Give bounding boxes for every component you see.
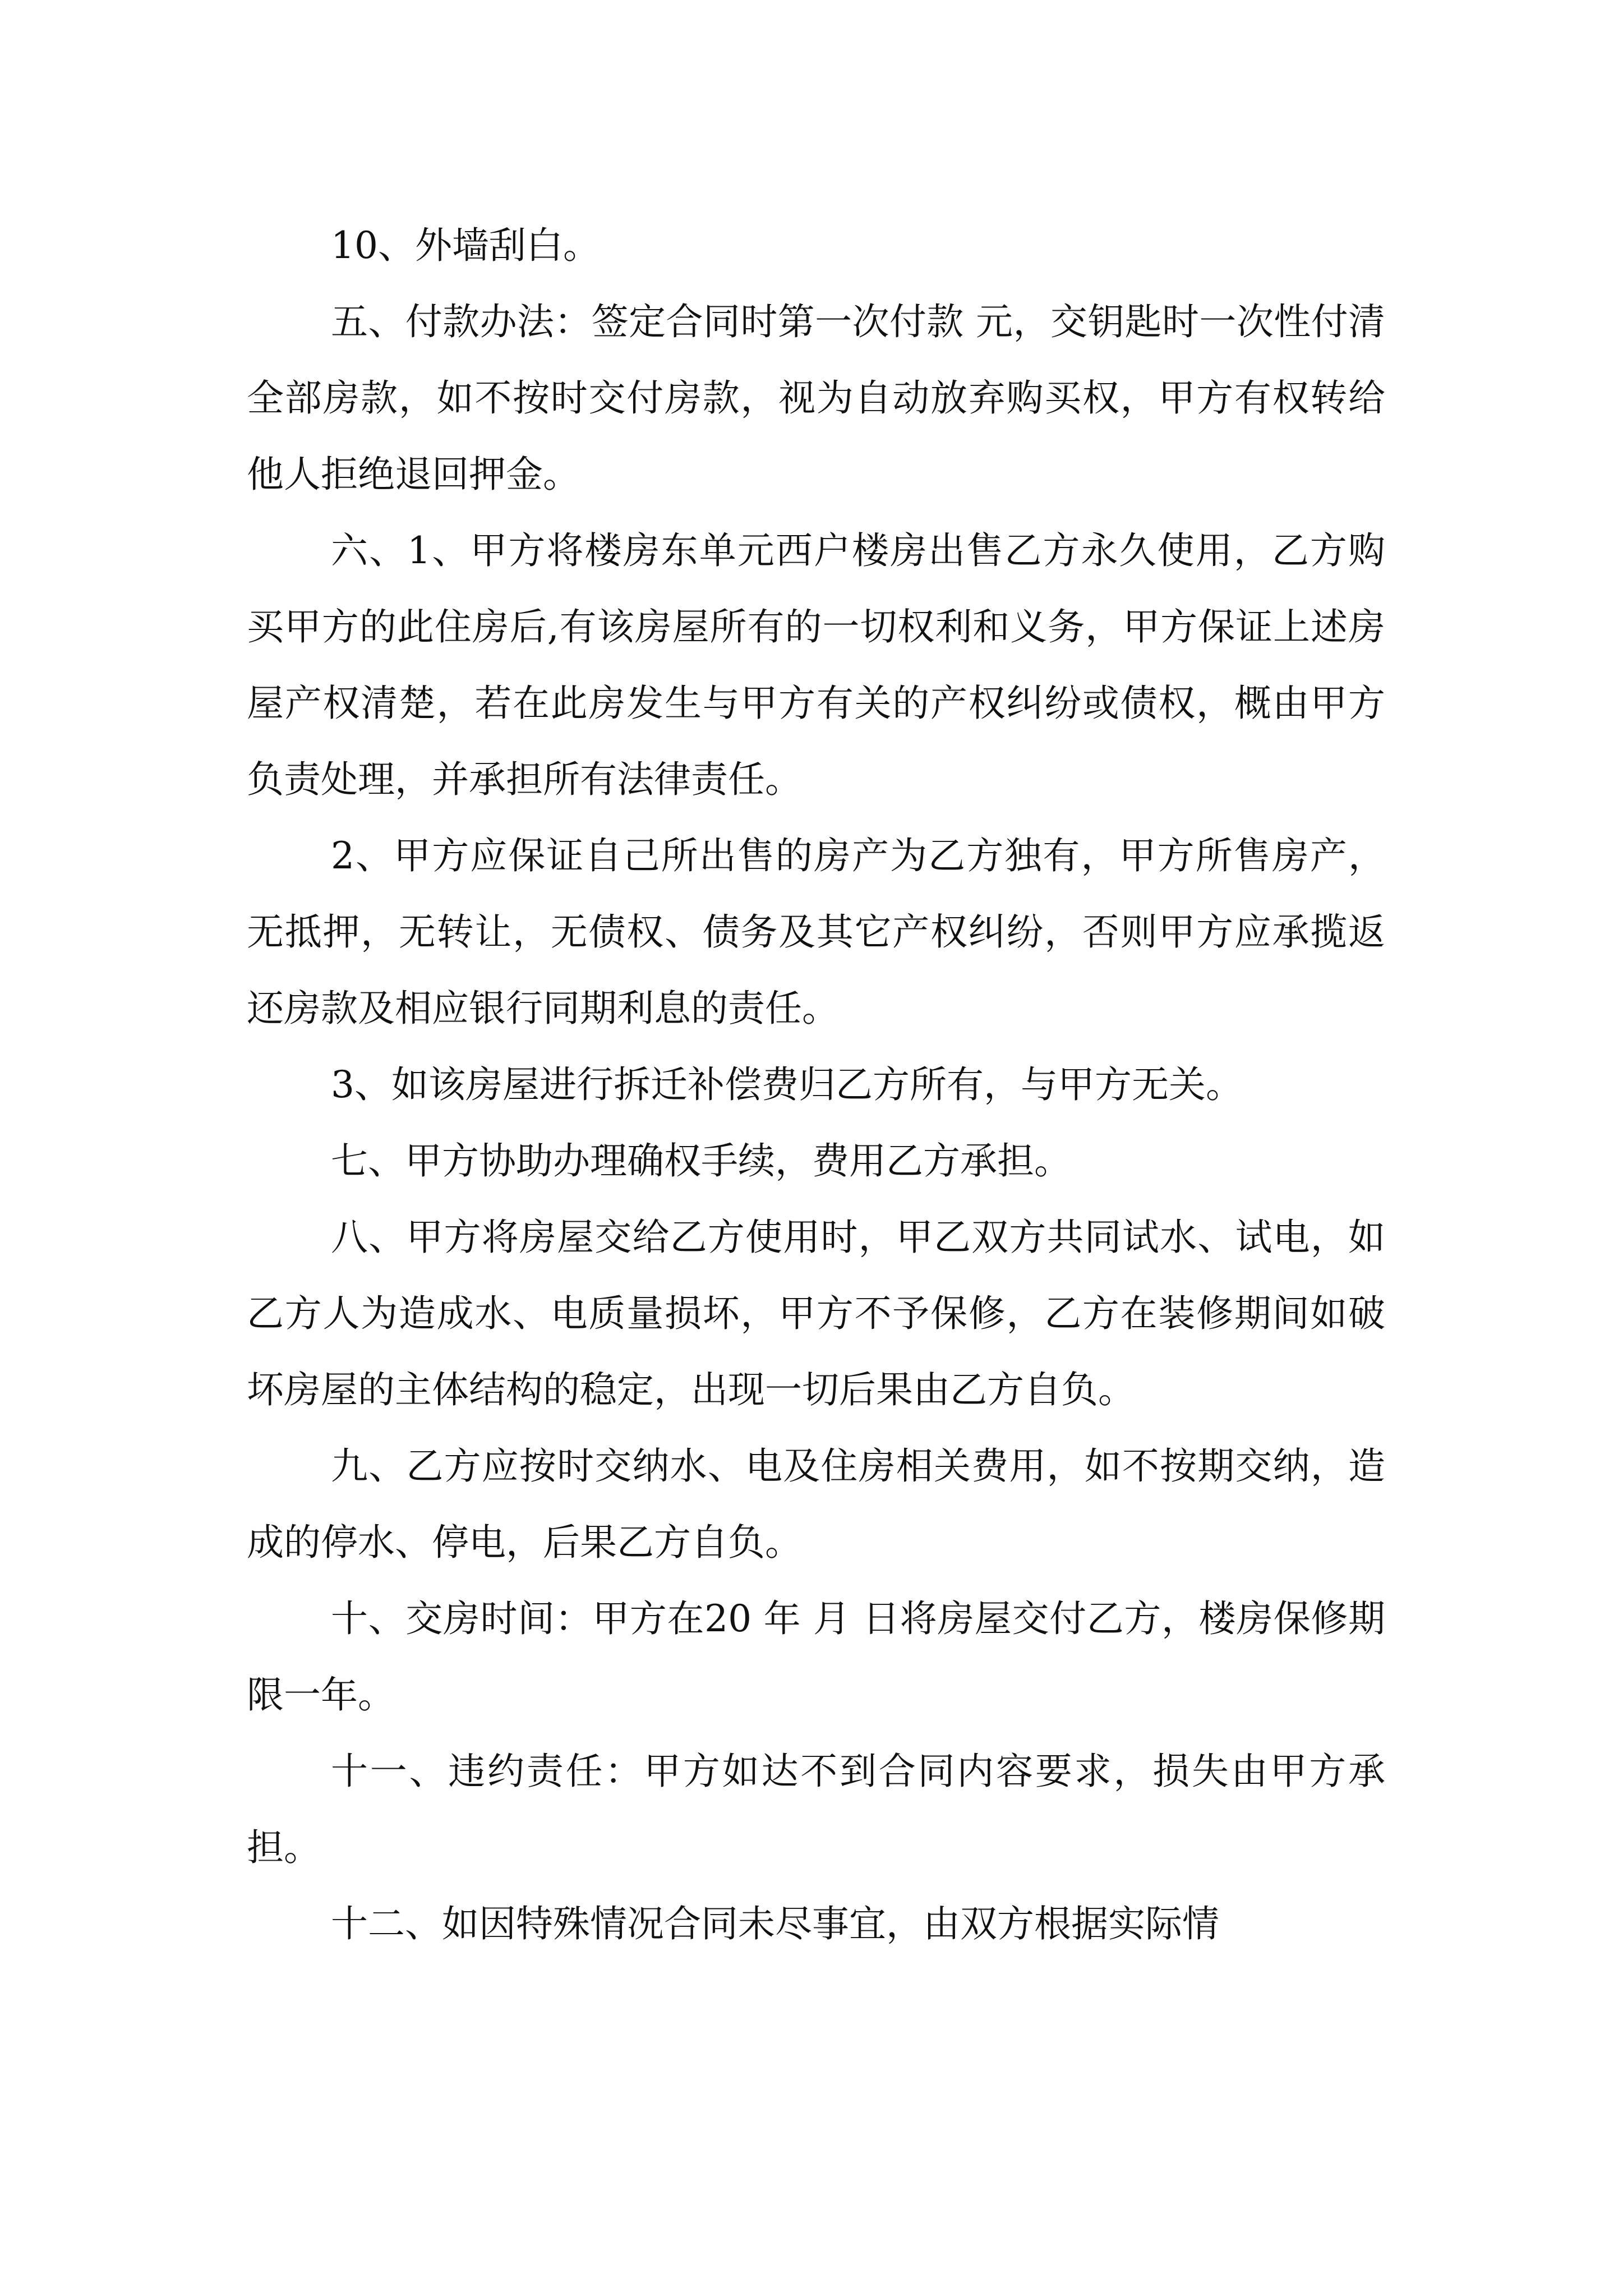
clause-handover-date: 十、交房时间：甲方在20 年 月 日将房屋交付乙方，楼房保修期限一年。 bbox=[247, 1597, 1385, 1717]
clause-breach-liability: 十一、违约责任：甲方如达不到合同内容要求，损失由甲方承担。 bbox=[247, 1750, 1385, 1869]
contract-body bbox=[247, 208, 1385, 1962]
clause-utility-fees: 九、乙方应按时交纳水、电及住房相关费用，如不按期交纳，造成的停水、停电，后果乙方自负。 bbox=[247, 1444, 1385, 1564]
clause-handover-testing: 八、甲方将房屋交给乙方使用时，甲乙双方共同试水、试电，如乙方人为造成水、电质量损坏，甲方不予保修，乙方在装修期间如破坏房屋的主体结构的稳定，出现一切后果由乙方自负。 bbox=[247, 1216, 1385, 1411]
clause-demolition-compensation: 3、如该房屋进行拆迁补偿费归乙方所有，与甲方无关。 bbox=[331, 1063, 1243, 1106]
clause-sale-ownership: 六、1、甲方将楼房东单元西户楼房出售乙方永久使用，乙方购买甲方的此住房后,有该房屋所有的一切权利和义务，甲方保证上述房屋产权清楚，若在此房发生与甲方有关的产权纠纷或债权，概由甲方负责处理，并承担所有法律责任。 bbox=[247, 529, 1385, 801]
clause-unresolved-matters: 十二、如因特殊情况合同未尽事宜，由双方根据实际情 bbox=[331, 1902, 1219, 1945]
clause-property-guarantee: 2、甲方应保证自己所出售的房产为乙方独有，甲方所售房产，无抵押，无转让，无债权、债务及其它产权纠纷，否则甲方应承揽返还房款及相应银行同期利息的责任。 bbox=[247, 834, 1385, 1030]
clause-payment-method: 五、付款办法：签定合同时第一次付款 元，交钥匙时一次性付清全部房款，如不按时交付房款，视为自动放弃购买权，甲方有权转给他人拒绝退回押金。 bbox=[247, 300, 1385, 496]
clause-exterior-wall: 10、外墙刮白。 bbox=[331, 224, 600, 267]
clause-title-procedures: 七、甲方协助办理确权手续，费用乙方承担。 bbox=[331, 1139, 1071, 1182]
